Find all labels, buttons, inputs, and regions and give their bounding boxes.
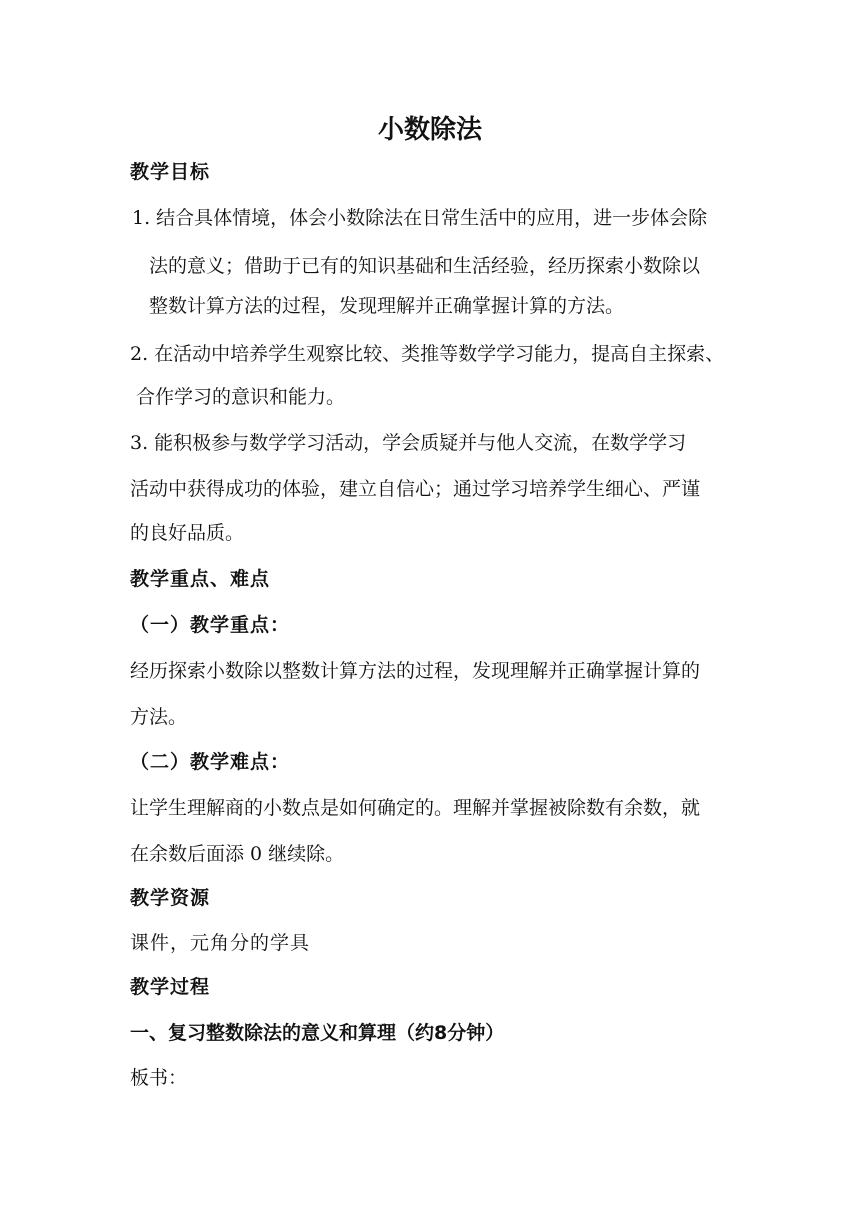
process-heading: 教学过程 <box>130 976 211 998</box>
key-points-subheading: （一）教学重点： <box>130 614 291 636</box>
goal-1-line-1: 1. 结合具体情境，体会小数除法在日常生活中的应用，进一步体会除 <box>132 207 708 229</box>
resources-text: 课件，元角分的学具 <box>130 932 311 954</box>
difficult-points-line-1: 让学生理解商的小数点是如何确定的。理解并掌握被除数有余数，就 <box>130 797 701 819</box>
goal-2-line-1: 2. 在活动中培养学生观察比较、类推等数学学习能力，提高自主探索、 <box>130 343 725 365</box>
resources-heading: 教学资源 <box>130 887 211 909</box>
process-section-1-heading: 一、复习整数除法的意义和算理（约8分钟） <box>130 1022 505 1044</box>
goal-3-line-3: 的良好品质。 <box>130 522 245 544</box>
goal-1-line-2: 法的意义；借助于已有的知识基础和生活经验，经历探索小数除以 <box>149 255 701 277</box>
goal-2-line-2: 合作学习的意识和能力。 <box>136 386 346 408</box>
difficult-points-line-2: 在余数后面添 0 继续除。 <box>130 843 345 865</box>
goal-1-line-3: 整数计算方法的过程，发现理解并正确掌握计算的方法。 <box>149 295 625 317</box>
board-label: 板书： <box>130 1067 188 1089</box>
goals-heading: 教学目标 <box>130 161 211 183</box>
goal-3-line-1: 3. 能积极参与数学学习活动，学会质疑并与他人交流，在数学学习 <box>130 432 687 454</box>
key-points-line-2: 方法。 <box>130 706 188 728</box>
difficult-points-subheading: （二）教学难点： <box>130 751 291 773</box>
key-points-line-1: 经历探索小数除以整数计算方法的过程，发现理解并正确掌握计算的 <box>130 660 701 682</box>
goal-3-line-2: 活动中获得成功的体验，建立自信心；通过学习培养学生细心、严谨 <box>130 478 701 500</box>
key-points-heading: 教学重点、难点 <box>130 568 271 590</box>
page-title: 小数除法 <box>377 115 482 145</box>
